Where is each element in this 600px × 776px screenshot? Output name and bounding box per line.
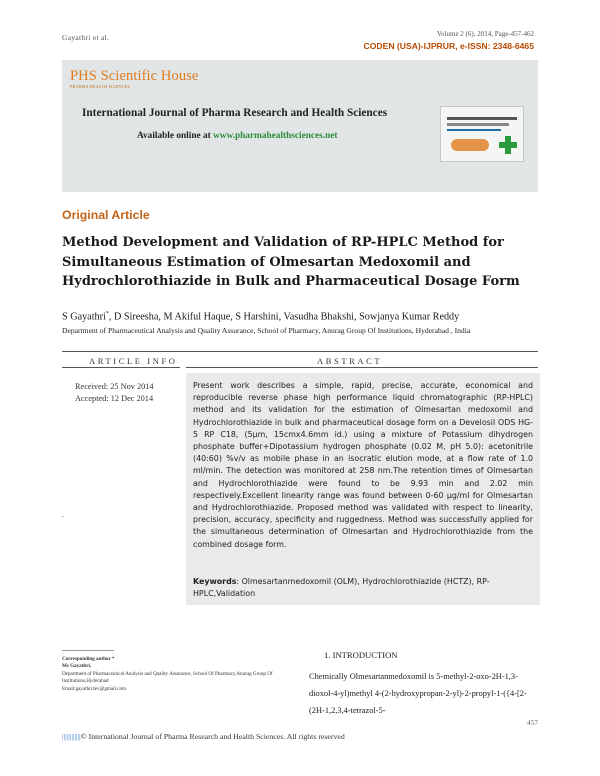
- corresponding-label: Corresponding author *: [62, 656, 115, 662]
- journal-cover-image: [440, 106, 524, 162]
- publisher-subtitle: PHARMA HEALTH SCIENCES: [70, 84, 131, 89]
- copyright-footer: [62, 732, 345, 741]
- co-authors: , D Sireesha, M Akiful Haque, S Harshini, Vasudha Bhakshi, Sowjanya Kumar Reddy: [108, 311, 460, 323]
- article-type-label: Original Article: [62, 208, 150, 222]
- publisher-logo-text: PHS Scientific House: [70, 68, 199, 84]
- first-author: S Gayathri: [62, 311, 106, 323]
- received-date: Received: 25 Nov 2014: [75, 382, 154, 391]
- corresponding-address: Department of Pharmaceutical Analysis and Quality Assurance, School Of Pharmacy,Anurag Group Of Institutions,Hyderabad: [62, 670, 273, 685]
- copyright-text: © International Journal of Pharma Research and Health Sciences. All rights reserved: [80, 732, 345, 741]
- keywords: [193, 576, 538, 600]
- keywords-list: : Olmesartanmedoxomil (OLM), Hydrochlorothiazide (HCTZ), RP-HPLC,Validation: [193, 577, 490, 599]
- accepted-date: Accepted: 12 Dec 2014: [75, 394, 154, 403]
- abstract-rule: [186, 367, 538, 368]
- corresponding-mark: *: [105, 311, 109, 317]
- abstract-heading: ABSTRACT: [317, 356, 383, 366]
- page-number: 457: [527, 718, 538, 727]
- medical-cross-icon: [499, 136, 517, 154]
- article-info-rule: [62, 367, 180, 368]
- running-head-authors: Gayathri et al.: [62, 33, 110, 42]
- introduction-text: Chemically Olmesartanmedoxomil is 5-methyl-2-oxo-2H-1,3-dioxol-4-yl)methyl 4-(2-hydroxypropan-2-yl)-2-propyl-1-({4-[2-(2H-1,2,3,4-tetrazol-5-: [309, 672, 527, 715]
- volume-info: Volume 2 (6), 2014, Page-457-462: [436, 30, 534, 38]
- abstract-text: Present work describes a simple, rapid, precise, accurate, economical and reproducible reverse phase high performance liquid chromatographic (RP-HPLC) method and its validation for the estimation of Olmesartan medoxomil and Hydrochlorothiazide in bulk and pharmaceutical dosage form on a Develosil ODS HG-5 RP C18, (5µm, 15cmx4.6mm id.) using a mixture of Potassium dihydrogen phosphate buffer+Dipotassium hydrogen phosphate (0.02 M, pH 5.0): acetonitrile (40:60) %v/v as mobile phase in an isocratic elution mode, at a flow rate of 1.0 ml/min. The detection was monitored at 258 nm.The retention times of Olmesartan and Hydrochlorothiazide were found to be 9.93 min and 2.02 min respectively.Excellent linearity range was found between 0-60 µg/ml for Olmesartan and Hydrochlorothiazide. Proposed method was validated with respect to linearity, precision, accuracy, specificity and ruggedness. Method was successfully applied for the simultaneous determination of Olmesartan and Hydrochlorothiazide from the combined dosage form.: [193, 381, 533, 549]
- article-dates: [75, 381, 154, 405]
- section-top-rule: [62, 351, 538, 352]
- correspondence-block: [62, 656, 282, 693]
- keywords-label: Keywords: [193, 577, 237, 586]
- online-availability: [137, 131, 337, 141]
- stray-mark: .: [62, 510, 64, 519]
- author-list: [62, 311, 538, 322]
- footnote-rule: [62, 650, 114, 651]
- corresponding-name: Ms Gayathri,: [62, 663, 92, 670]
- affiliation: Department of Pharmaceutical Analysis and Quality Assurance, School of Pharmacy, Anurag Group Of Institutions, Hyderabad , India: [62, 326, 471, 335]
- journal-url-link[interactable]: www.pharmahealthsciences.net: [213, 131, 338, 141]
- article-title: Method Development and Validation of RP-HPLC Method for Simultaneous Estimation of Olmesartan Medoxomil and Hydrochlorothiazide in Bulk and Pharmaceutical Dosage Form: [62, 235, 520, 289]
- capsule-icon: [451, 139, 489, 151]
- online-prefix: Available online at: [137, 131, 214, 141]
- corresponding-email[interactable]: Email:gayathri4ev@gmail.com: [62, 685, 126, 692]
- journal-title: International Journal of Pharma Research and Health Sciences: [82, 107, 388, 119]
- footer-marks: ||||||||||||: [62, 732, 81, 741]
- introduction-heading: 1. INTRODUCTION: [324, 650, 398, 660]
- article-info-heading: ARTICLE INFO: [89, 356, 178, 366]
- coden-issn: CODEN (USA)-IJPRUR, e-ISSN: 2348-6465: [363, 41, 534, 51]
